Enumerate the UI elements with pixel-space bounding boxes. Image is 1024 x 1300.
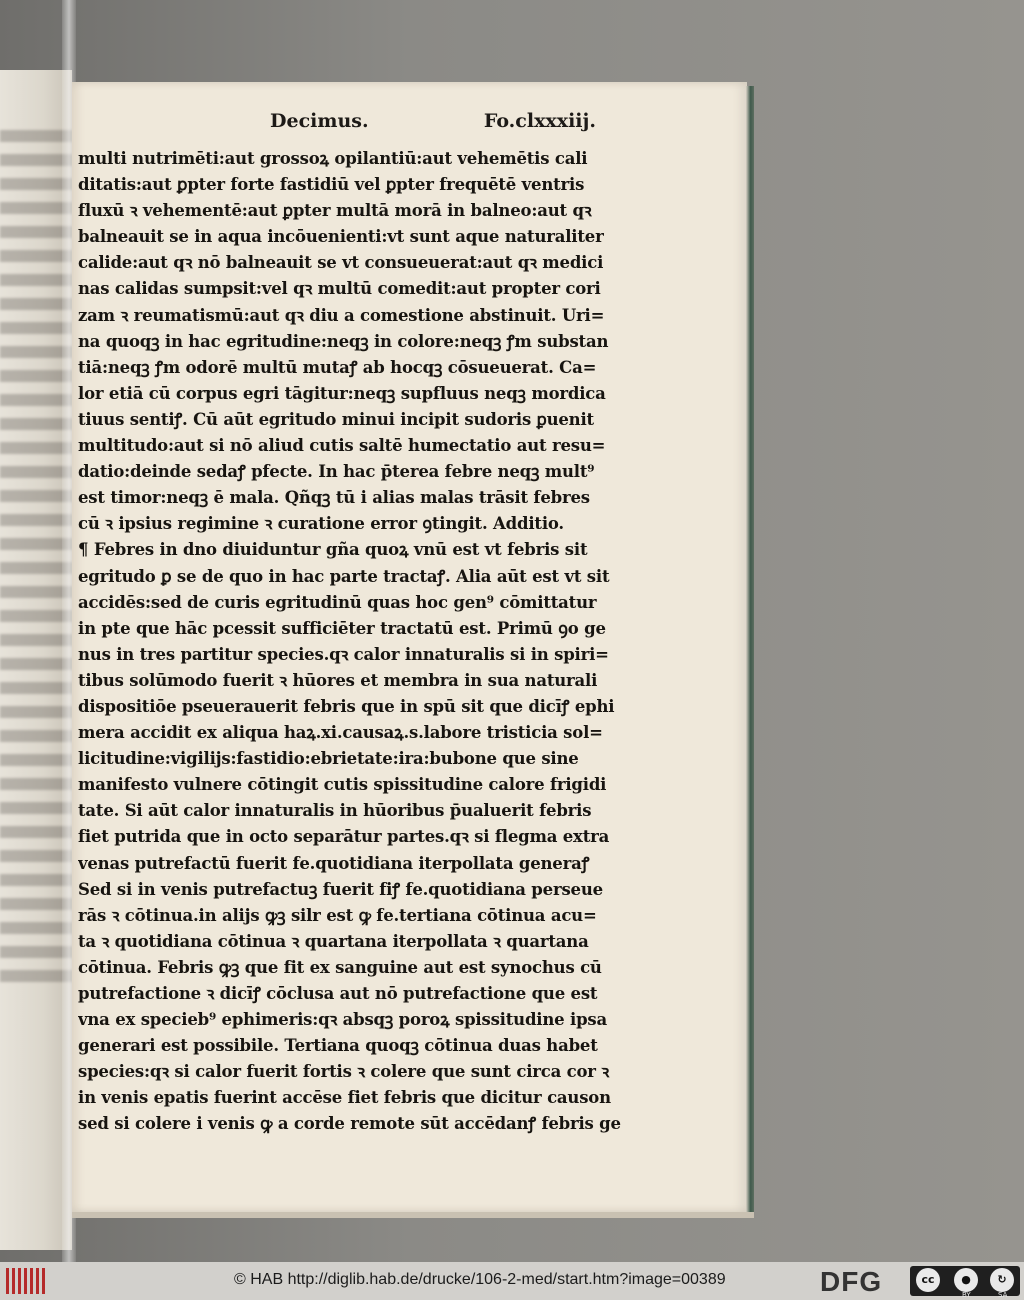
text-line: ¶ Febres in dno diuiduntur gña quoꝝ vnū est vt febris sit	[78, 540, 588, 560]
cc-sa-label: SA	[998, 1291, 1008, 1299]
text-line: ta ꝛ quotidiana cōtinua ꝛ quartana iterpollata ꝛ quartana	[78, 931, 589, 951]
copyright-link[interactable]: © HAB http://diglib.hab.de/drucke/106-2-med/start.htm?image=00389	[234, 1271, 726, 1288]
text-line: tiā:neqꝫ ꝭm odorē multū mutaꝭ ab hocqꝫ cōsueuerat. Ca=	[78, 357, 597, 377]
text-line: dispositiōe pseuerauerit febris que in spū sit que dicīꝭ ephi	[78, 696, 615, 716]
folio-number: Fo.clxxxiij.	[483, 110, 596, 132]
viewer-footer	[0, 1262, 1024, 1300]
text-line: accidēs:sed de curis egritudinū quas hoc gen⁹ cōmittatur	[78, 592, 597, 612]
text-line: in pte que hāc pcessit sufficiēter tractatū est. Primū ꝯo ge	[78, 618, 606, 638]
text-line: multitudo:aut si nō aliud cutis saltē humectatio aut resu=	[78, 436, 606, 456]
cc-by-label: BY	[962, 1291, 971, 1299]
text-line: tiuus sentiꝭ. Cū aūt egritudo minui incipit sudoris ꝑuenit	[78, 409, 594, 429]
text-line: putrefactione ꝛ dicīꝭ cōclusa aut nō putrefactione que est	[78, 984, 598, 1003]
cc-icon: cc	[916, 1268, 940, 1292]
text-line: rās ꝛ cōtinua.in alijs ꝙꝫ silr est ꝙ fe.tertiana cōtinua acu=	[78, 905, 597, 925]
text-line: fluxū ꝛ vehementē:aut ꝑpter multā morā in balneo:aut qꝛ	[78, 201, 592, 221]
text-line: Sed si in venis putrefactuꝫ fuerit fiꝭ fe.quotidiana perseue	[78, 879, 603, 899]
text-line: na quoqꝫ in hac egritudine:neqꝫ in colore:neqꝫ ꝭm substan	[78, 331, 609, 351]
by-icon: ●	[954, 1268, 978, 1292]
text-line: licitudine:vigilijs:fastidio:ebrietate:ira:bubone que sine	[78, 749, 579, 769]
body-text	[78, 146, 626, 1138]
running-title: Decimus.	[270, 110, 369, 132]
text-line: manifesto vulnere cōtingit cutis spissitudine calore frigidi	[78, 775, 607, 795]
text-line: venas putrefactū fuerit fe.quotidiana iterpollata generaꝭ	[78, 853, 590, 873]
text-line: lor etiā cū corpus egri tāgitur:neqꝫ supfluus neqꝫ mordica	[78, 383, 606, 403]
text-line: nas calidas sumpsit:vel qꝛ multū comedit:aut propter cori	[78, 279, 601, 299]
text-line: vna ex specieb⁹ ephimeris:qꝛ absqꝫ poroꝝ spissitudine ipsa	[78, 1010, 607, 1030]
page-edge	[746, 86, 754, 1212]
text-line: fiet putrida que in octo separātur partes.qꝛ si flegma extra	[78, 827, 610, 847]
sa-icon: ↻	[990, 1268, 1014, 1292]
text-line: zam ꝛ reumatismū:aut qꝛ diu a comestione abstinuit. Uri=	[78, 305, 605, 325]
text-line: tate. Si aūt calor innaturalis in hūoribus p̄ualuerit febris	[78, 801, 592, 821]
text-line: est timor:neqꝫ ē mala. Qñqꝫ tū i alias malas trāsit febres	[78, 488, 590, 508]
library-logo-icon[interactable]	[6, 1268, 46, 1294]
dfg-logo[interactable]: DFG	[820, 1266, 883, 1297]
text-line: cōtinua. Febris ꝙꝫ que fit ex sanguine aut est synochus cū	[78, 957, 602, 977]
text-line: egritudo ꝑ se de quo in hac parte tractaꝭ. Alia aūt est vt sit	[78, 566, 610, 586]
text-line: balneauit se in aqua incōuenienti:vt sunt aque naturaliter	[78, 227, 604, 247]
page-bottom-edge	[72, 1212, 754, 1218]
text-line: mera accidit ex aliqua haꝝ.xi.causaꝝ.s.labore tristicia sol=	[78, 723, 603, 743]
text-line: in venis epatis fuerint accēse fiet febris que dicitur causon	[78, 1088, 611, 1108]
text-line: ditatis:aut ꝑpter forte fastidiū vel ꝑpter frequētē ventris	[78, 175, 585, 195]
text-line: sed si colere i venis ꝙ a corde remote sūt accēdanꝭ febris ge	[78, 1114, 621, 1134]
text-line: generari est possibile. Tertiana quoqꝫ cōtinua duas habet	[78, 1036, 598, 1056]
text-line: cū ꝛ ipsius regimine ꝛ curatione error ꝯtingit. Additio.	[78, 514, 564, 534]
text-line: datio:deinde sedaꝭ pfecte. In hac p̄terea febre neqꝫ mult⁹	[78, 462, 595, 482]
text-line: nus in tres partitur species.qꝛ calor innaturalis si in spiri=	[78, 644, 609, 664]
text-line: calide:aut qꝛ nō balneauit se vt consueuerat:aut qꝛ medici	[78, 253, 604, 273]
text-line: multi nutrimēti:aut grossoꝝ opilantiū:aut vehemētis cali	[78, 149, 588, 168]
text-line: species:qꝛ si calor fuerit fortis ꝛ colere que sunt circa cor ꝛ	[78, 1062, 609, 1082]
cc-license-badge[interactable]	[910, 1266, 1020, 1299]
text-line: tibus solūmodo fuerit ꝛ hūores et membra in sua naturali	[78, 670, 598, 690]
page-header	[270, 110, 600, 140]
